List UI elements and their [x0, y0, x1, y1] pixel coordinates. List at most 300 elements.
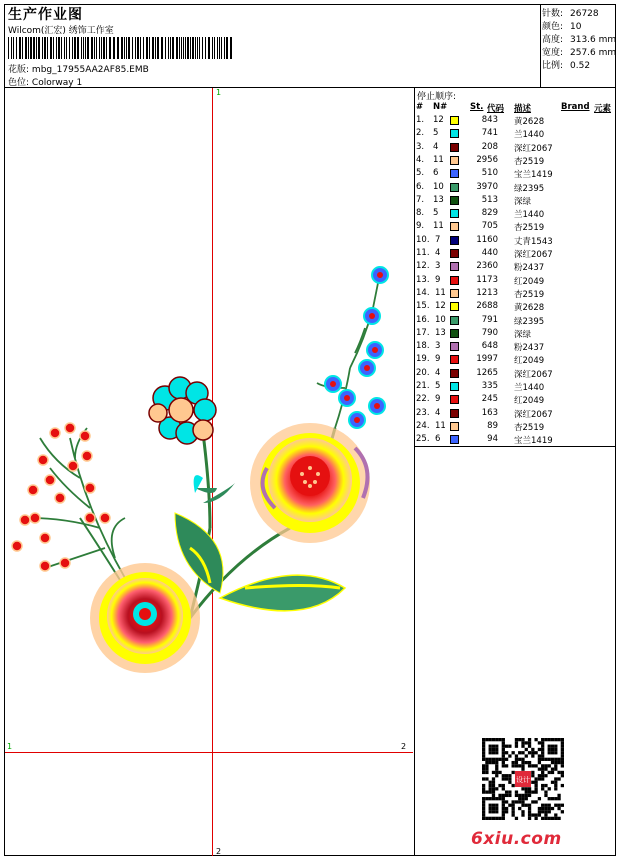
qr-module [502, 764, 505, 767]
qr-module [492, 758, 495, 761]
table-row [416, 301, 614, 314]
qr-module [534, 817, 537, 820]
row-index: 19. [416, 354, 430, 365]
row-index: 14. [416, 287, 430, 298]
qr-module [548, 817, 551, 820]
qr-module [541, 764, 544, 767]
qr-module [548, 751, 551, 754]
qr-module [495, 804, 498, 807]
qr-module [492, 817, 495, 820]
color-swatch [450, 169, 459, 178]
qr-module [541, 748, 544, 751]
qr-module [557, 761, 560, 764]
row-index: 7. [416, 194, 425, 205]
barcode-bar [109, 37, 111, 59]
red-blossom [68, 461, 78, 471]
red-blossom [82, 451, 92, 461]
row-stitches: 513 [481, 194, 498, 205]
qr-module [534, 751, 537, 754]
qr-module [554, 758, 557, 761]
barcode-bar [94, 37, 95, 59]
red-blossom [40, 533, 50, 543]
barcode-bar [124, 37, 125, 59]
row-needle: 11 [433, 154, 444, 165]
qr-module [521, 768, 524, 771]
barcode-bar [117, 37, 119, 59]
row-stitches: 843 [481, 115, 498, 125]
qr-module [557, 804, 560, 807]
qr-module [548, 797, 551, 800]
qr-module [525, 741, 528, 744]
barcode-bar [155, 37, 156, 59]
blue-blossom [369, 398, 385, 414]
row-needle: 5 [433, 208, 439, 219]
qr-module [485, 790, 488, 793]
axis-label-left: 1 [7, 742, 13, 751]
barcode-bar [172, 37, 174, 59]
axis-label-top: 1 [216, 88, 222, 97]
qr-module [534, 784, 537, 787]
qr-module [495, 751, 498, 754]
qr-module [482, 754, 485, 757]
qr-module [541, 768, 544, 771]
row-description: 黄2628 [514, 117, 545, 127]
qr-module [544, 794, 547, 797]
qr-module [482, 771, 485, 774]
qr-module [492, 751, 495, 754]
red-blossom [12, 541, 22, 551]
row-needle: 9 [435, 354, 441, 365]
red-blossom [55, 493, 65, 503]
color-swatch [450, 342, 459, 351]
qr-module [489, 758, 492, 761]
barcode-bar [101, 37, 102, 59]
qr-module [528, 810, 531, 813]
qr-module [505, 790, 508, 793]
barcode-bar [217, 37, 218, 59]
qr-module [528, 817, 531, 820]
qr-module [482, 751, 485, 754]
row-stitches: 94 [487, 434, 498, 445]
barcode-bar [13, 37, 14, 59]
qr-module [525, 804, 528, 807]
red-blossom [65, 423, 75, 433]
embroidery-design [5, 88, 413, 748]
color-swatch [450, 129, 459, 138]
barcode-bar [214, 37, 215, 59]
qr-module [495, 771, 498, 774]
qr-module [515, 817, 518, 820]
qr-module [492, 787, 495, 790]
qr-module [521, 813, 524, 816]
row-description: 红2049 [514, 356, 545, 367]
qr-module [512, 813, 515, 816]
stat-4 [542, 58, 590, 71]
qr-module [544, 738, 547, 741]
qr-module [512, 804, 515, 807]
qr-module [531, 748, 534, 751]
red-blossom [50, 428, 60, 438]
table-row [416, 155, 614, 168]
qr-module [502, 761, 505, 764]
barcode-bar [87, 37, 89, 59]
row-needle: 3 [435, 261, 441, 272]
row-index: 15. [416, 301, 430, 312]
qr-module [505, 807, 508, 810]
qr-module [515, 800, 518, 803]
qr-module [541, 771, 544, 774]
qr-module [521, 787, 524, 790]
qr-module [489, 804, 492, 807]
table-row [416, 275, 614, 288]
qr-module [531, 813, 534, 816]
qr-module [502, 800, 505, 803]
red-blossom [30, 513, 40, 523]
qr-module [489, 817, 492, 820]
qr-module [502, 797, 505, 800]
color-swatch [450, 196, 459, 205]
row-description: 杏2519 [514, 422, 545, 433]
col-code: 代码 [487, 104, 505, 114]
red-blossom [40, 561, 50, 571]
barcode-bar [56, 37, 57, 59]
row-stitches: 2688 [476, 301, 498, 312]
qr-module [561, 741, 564, 744]
table-row [416, 368, 614, 381]
barcode-bar [170, 37, 171, 59]
axis-label-bottom: 2 [216, 847, 222, 856]
row-description: 杏2519 [514, 289, 545, 300]
qr-module [557, 738, 560, 741]
stat-label: 高度: [542, 35, 564, 45]
stat-value: 257.6 mm [570, 48, 617, 58]
qr-module [561, 804, 564, 807]
qr-module [548, 758, 551, 761]
color-swatch [450, 249, 459, 258]
row-stitches: 2956 [476, 154, 498, 165]
color-swatch [450, 329, 459, 338]
row-needle: 12 [433, 115, 444, 125]
color-swatch [450, 422, 459, 431]
qr-module [505, 751, 508, 754]
qr-module [531, 764, 534, 767]
stem-left-spray [30, 428, 125, 578]
row-index: 17. [416, 327, 430, 338]
qr-stamp-text: 设计 [516, 776, 530, 784]
barcode-bar [224, 37, 225, 59]
qr-module [498, 794, 501, 797]
row-stitches: 1160 [476, 234, 498, 245]
color-swatch [450, 143, 459, 152]
row-needle: 11 [435, 287, 446, 298]
qr-module [485, 738, 488, 741]
barcode-bar [176, 37, 178, 59]
qr-module [521, 745, 524, 748]
barcode-bar [96, 37, 97, 59]
qr-module [502, 810, 505, 813]
qr-module [551, 781, 554, 784]
qr-module [541, 817, 544, 820]
qr-module [551, 751, 554, 754]
qr-module [482, 817, 485, 820]
qr-module [498, 738, 501, 741]
color-swatch [450, 395, 459, 404]
row-description: 深绿 [514, 329, 532, 340]
row-index: 5. [416, 168, 425, 179]
col-desc: 描述 [514, 104, 532, 114]
qr-module [544, 774, 547, 777]
qr-module [482, 813, 485, 816]
qr-module [528, 790, 531, 793]
qr-module [508, 777, 511, 780]
qr-module [495, 787, 498, 790]
qr-module [505, 774, 508, 777]
red-blossom [28, 485, 38, 495]
qr-module [515, 758, 518, 761]
colorway-line [8, 75, 82, 88]
qr-module [482, 777, 485, 780]
row-needle: 4 [435, 367, 441, 378]
row-index: 21. [416, 381, 430, 391]
row-stitches: 163 [481, 407, 498, 418]
qr-module [544, 807, 547, 810]
row-stitches: 705 [481, 221, 498, 232]
table-row [416, 235, 614, 248]
table-row [416, 434, 614, 447]
qr-module [518, 758, 521, 761]
barcode-bar [199, 37, 200, 59]
qr-module [525, 794, 528, 797]
qr-module [502, 741, 505, 744]
stat-0 [542, 6, 599, 19]
table-row [416, 394, 614, 407]
red-blossom [20, 515, 30, 525]
barcode-bar [230, 37, 232, 59]
table-row [416, 128, 614, 141]
qr-module [492, 771, 495, 774]
qr-module [557, 771, 560, 774]
qr-module [485, 777, 488, 780]
blue-blossom [372, 267, 388, 283]
qr-module [554, 745, 557, 748]
qr-module [508, 754, 511, 757]
qr-module [541, 810, 544, 813]
barcode-bar [99, 37, 100, 59]
qr-module [544, 758, 547, 761]
stat-3 [542, 45, 616, 58]
qr-module [531, 774, 534, 777]
row-index: 10. [416, 234, 430, 245]
row-needle: 4 [435, 407, 441, 418]
blue-blossom [325, 376, 341, 392]
qr-module [548, 804, 551, 807]
qr-module [541, 777, 544, 780]
barcode-bar [192, 37, 194, 59]
barcode-bar [208, 37, 210, 59]
qr-module [502, 804, 505, 807]
qr-module [557, 807, 560, 810]
color-swatch [450, 116, 459, 125]
color-swatch [450, 156, 459, 165]
row-stitches: 1997 [476, 354, 498, 365]
row-description: 绿2395 [514, 316, 545, 327]
qr-module [489, 787, 492, 790]
row-description: 杏2519 [514, 223, 545, 234]
qr-module [508, 774, 511, 777]
qr-module [541, 745, 544, 748]
page-title: 生产作业图 [8, 7, 83, 23]
row-needle: 4 [435, 248, 441, 258]
row-stitches: 245 [481, 394, 498, 405]
qr-module [518, 794, 521, 797]
qr-module [554, 768, 557, 771]
barcode-bar [103, 37, 105, 59]
row-description: 粉2437 [514, 263, 545, 274]
color-swatch [450, 355, 459, 364]
qr-module [538, 774, 541, 777]
barcode-bar [61, 37, 62, 59]
stat-value: 10 [570, 22, 582, 32]
row-description: 黄2628 [514, 303, 545, 314]
flower-large-left [90, 563, 200, 673]
qr-module [505, 810, 508, 813]
row-needle: 4 [433, 141, 439, 152]
qr-module [495, 797, 498, 800]
small-blue-blossoms [325, 267, 388, 428]
qr-module [502, 745, 505, 748]
row-index: 11. [416, 248, 430, 258]
barcode-bar [44, 37, 46, 59]
table-row [416, 182, 614, 195]
qr-module [512, 761, 515, 764]
qr-module [485, 771, 488, 774]
barcode-bar [25, 37, 27, 59]
qr-module [505, 764, 508, 767]
qr-module [554, 761, 557, 764]
row-stitches: 208 [481, 141, 498, 152]
qr-module [518, 764, 521, 767]
qr-module [528, 751, 531, 754]
qr-module [561, 748, 564, 751]
row-needle: 10 [435, 314, 446, 325]
barcode-bar [33, 37, 35, 59]
stat-value: 313.6 mm [570, 35, 617, 45]
row-description: 粉2437 [514, 343, 545, 354]
blue-blossom [359, 360, 375, 376]
barcode-bar [85, 37, 86, 59]
qr-module [551, 807, 554, 810]
col-idx: # [416, 102, 424, 112]
qr-module [502, 817, 505, 820]
qr-module [489, 738, 492, 741]
qr-module [534, 800, 537, 803]
qr-code [482, 738, 564, 820]
qr-module [482, 741, 485, 744]
blue-blossom [349, 412, 365, 428]
barcode-bar [221, 37, 222, 59]
qr-module [554, 784, 557, 787]
color-swatch [450, 183, 459, 192]
table-row [416, 354, 614, 367]
barcode-bar [74, 37, 76, 59]
qr-module [531, 754, 534, 757]
barcode [8, 37, 234, 59]
row-needle: 10 [433, 181, 444, 192]
row-needle: 11 [433, 221, 444, 232]
watermark-logo: 6xiu.com [471, 829, 562, 849]
qr-module [561, 738, 564, 741]
qr-module [518, 751, 521, 754]
barcode-bar [190, 37, 191, 59]
qr-module [482, 758, 485, 761]
qr-module [538, 797, 541, 800]
qr-module [541, 774, 544, 777]
qr-module [528, 787, 531, 790]
barcode-bar [91, 37, 93, 59]
barcode-bar [121, 37, 123, 59]
qr-module [495, 764, 498, 767]
qr-module [521, 738, 524, 741]
qr-module [502, 758, 505, 761]
red-blossom [45, 475, 55, 485]
qr-module [512, 800, 515, 803]
qr-module [528, 813, 531, 816]
barcode-bar [30, 37, 32, 59]
barcode-bar [11, 37, 12, 59]
stat-value: 0.52 [570, 61, 591, 71]
colorway-value: Colorway 1 [31, 78, 83, 88]
barcode-bar [106, 37, 107, 59]
qr-module [541, 754, 544, 757]
qr-module [541, 807, 544, 810]
qr-module [528, 741, 531, 744]
qr-module [512, 771, 515, 774]
qr-module [525, 790, 528, 793]
qr-module [495, 738, 498, 741]
barcode-bar [140, 37, 141, 59]
red-blossom [38, 455, 48, 465]
row-stitches: 1265 [476, 367, 498, 378]
qr-module [492, 790, 495, 793]
row-needle: 5 [435, 381, 441, 391]
qr-module [548, 787, 551, 790]
row-description: 兰1440 [514, 130, 545, 141]
horizontal-guide [5, 752, 413, 753]
row-index: 22. [416, 394, 430, 405]
row-stitches: 829 [481, 208, 498, 219]
red-blossom [80, 431, 90, 441]
qr-module [528, 745, 531, 748]
qr-module [525, 748, 528, 751]
table-row [416, 381, 614, 394]
stat-1 [542, 19, 581, 32]
qr-module [482, 764, 485, 767]
col-n: N# [433, 102, 448, 112]
red-blossom [60, 558, 70, 568]
row-index: 12. [416, 261, 430, 272]
qr-module [554, 817, 557, 820]
qr-module [502, 748, 505, 751]
qr-module [482, 790, 485, 793]
qr-module [485, 797, 488, 800]
qr-module [561, 745, 564, 748]
qr-module [551, 745, 554, 748]
qr-module [554, 751, 557, 754]
qr-module [551, 817, 554, 820]
qr-module [508, 790, 511, 793]
qr-module [518, 738, 521, 741]
row-description: 深红2067 [514, 409, 553, 420]
